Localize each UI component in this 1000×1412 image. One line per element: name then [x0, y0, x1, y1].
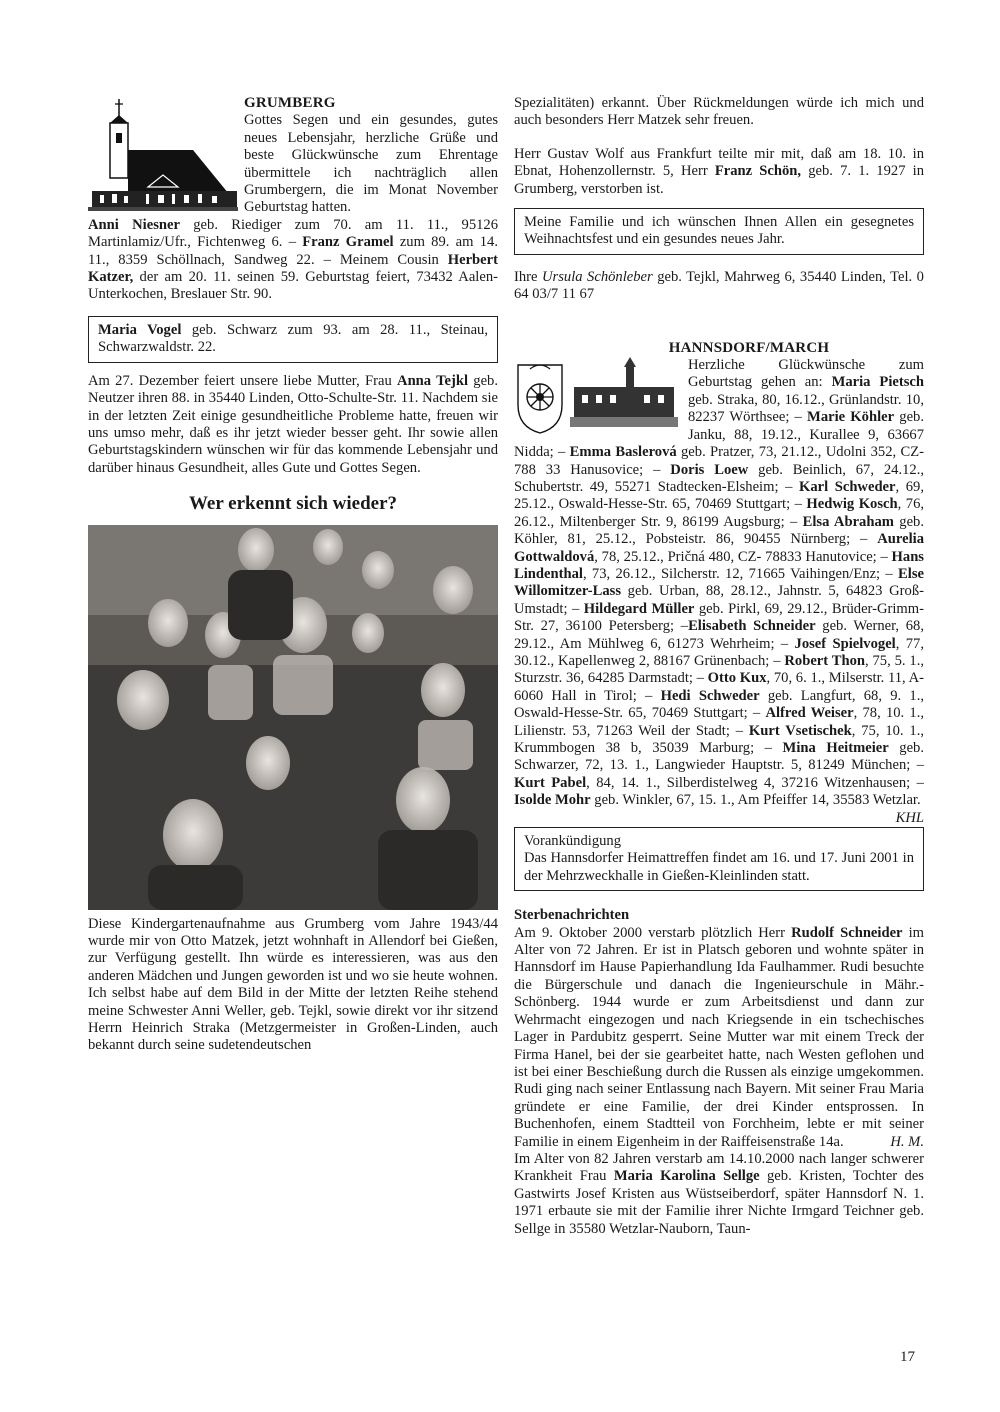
person-name: Marie Köhler [807, 409, 895, 426]
person-name: Josef Spielvogel [794, 635, 896, 652]
obituary-schneider: Am 9. Oktober 2000 verstarb plötzlich Herr Rudolf Schneider im Alter von 72 Jahren. Er ist in Platsch geboren und wohnte später in Hannsdorf im Hause Papierhandlung Ida Faulhammer. Rudi besuchte die Bürgerschule und danach die Ingenieurschule in Mähr.-Schönberg. 1944 wurde er zum Arbeitsdienst und dann zur Wehrmacht eingezogen und nach Kriegsende in ein tschechisches Lager in Pardubitz gesperrt. Seine Mutter war mit einem Treck der Firma Hanel, bei der sie gearbeitet hatte, nach Westen geflohen und ist bei einer Beschießung durch die Russen als einzige umgekommen. Rudi ging nach seiner Entlassung nach Bayern. Mit seiner Frau Maria gründete er eine Familie, der drei Kinder entsprossen. In Buchenhofen, einem Stadtteil von Forchheim, lebte er mit seiner Familie in einem Eigenheim in der Raiffeisenstraße 14a. H. M. [514, 924, 925, 1150]
christmas-greeting-box: Meine Familie und ich wünschen Ihnen Allen ein gesegnetes Weihnachtsfest und ein gesundes neues Jahr. [514, 208, 924, 255]
obituaries-title: Sterbenachrichten [514, 907, 630, 924]
person-name: Otto Kux [707, 670, 767, 687]
person-name: Isolde Mohr [514, 792, 591, 809]
photo-caption: Diese Kindergartenaufnahme aus Grumberg vom Jahre 1943/44 wurde mir von Otto Matzek, jetzt wohnhaft in Allendorf bei Gießen, zur Verfügung gestellt. Ihn würde es interessieren, was aus den anderen Mädchen und Jungen geworden ist und wo sie heute wohnen. Ich selbst habe auf dem Bild in der Mitte der letzten Reihe stehend meine Schwester Anni Weller, geb. Tejkl, sowie direkt vor ihr sitzend Herrn Heinrich Straka (Metzgermeister in Großen-Linden, auch bekannt durch seine sudetendeutschen [88, 915, 498, 1054]
person-name: Hedi Schweder [660, 687, 760, 704]
signature: Ihre Ursula Schönleber geb. Tejkl, Mahrweg 6, 35440 Linden, Tel. 0 64 03/7 11 67 [514, 268, 924, 303]
person-name: Maria Karolina Sellge [613, 1168, 760, 1185]
person-name: Karl Schweder [798, 478, 896, 495]
person-name: Aurelia Gottwaldová [514, 531, 924, 565]
grumberg-intro: Gottes Segen und ein gesundes, gutes neues Lebensjahr, herzliche Grüße und beste Glückwünsche zum Ehrentage übermittele ich nachträglich allen Grumbergern, die im Monat November Geburtstag hatten. [244, 112, 498, 216]
announcement-text: Das Hannsdorfer Heimattreffen findet am 16. und 17. Juni 2001 in der Mehrzweckhalle in Gießen-Kleinlinden statt. [524, 850, 914, 884]
recognition-paragraph: Spezialitäten) erkannt. Über Rückmeldungen würde ich mich und auch besonders Herr Matzek sehr freuen. [514, 95, 924, 129]
person-name: Kurt Pabel [514, 774, 587, 791]
person-name: Maria Pietsch [831, 374, 924, 391]
kindergarten-photo [88, 525, 498, 910]
person-name: Herbert Katzer, [88, 251, 498, 286]
church-illustration [88, 95, 238, 213]
obituary-sellge: Im Alter von 82 Jahren verstarb am 14.10.2000 nach langer schwerer Krankheit Frau Maria Karolina Sellge geb. Kristen, Tochter des Gastwirts Josef Kristen aus Wüstseiberdorf, später Hannsdorf N. 1. 1971 erbaute sie mit der Familie ihrer Nichte Irmgard Teichner geb. Sellge in 35580 Wetzlar-Nauborn, Taun- [514, 1150, 924, 1237]
signature-name: Ursula Schönleber [542, 268, 653, 285]
photo-heading: Wer erkennt sich wieder? [188, 493, 398, 515]
person-name: Elsa Abraham [802, 513, 894, 530]
person-name: Else Willomitzer-Lass [514, 565, 924, 600]
hannsdorf-birthdays: Herzliche Glückwünsche zum Geburtstag gehen an: Maria Pietsch geb. Straka, 80, 16.12., Grünlandstr. 10, 82237 Wörthsee; – Marie Köhler geb. Janku, 88, 19.12., Kurallee 9, 63667 Nidda; – Emma Baslerová geb. Pratzer, 73, 21.12., Udolni 352, CZ-788 33 Hanusovice; – Doris Loew geb. Beinlich, 67, 24.12., Schubertstr. 49, 55271 Stadtecken-Elsheim; – Karl Schweder, 69, 25.12., Oswald-Hesse-Str. 65, 70469 Stuttgart; – Hedwig Kosch, 76, 26.12., Miltenberger Str. 9, 86199 Augsburg; – Elsa Abraham geb. Köhler, 81, 25.12., Pobsteistr. 86, 90455 Nürnberg; – Aurelia Gottwaldová, 78, 25.12., Pričná 480, CZ- 78833 Hanutovice; – Hans Lindenthal, 73, 26.12., Silcherstr. 12, 71665 Vaihingen/Enz; – Else Willomitzer-Lass geb. Urban, 88, 28.12., Jahnstr. 5, 64823 Groß-Umstadt; – Hildegard Müller geb. Pirkl, 69, 29.12., Brüder-Grimm-Str. 27, 36100 Petersberg; –Elisabeth Schneider geb. Werner, 68, 29.12., Am Mühlweg 6, 61273 Wehrheim; – Josef Spielvogel, 77, 30.12., Kapellenweg 2, 88167 Grünenbach; – Robert Thon, 75, 5. 1., Sturzstr. 36, 64285 Darmstadt; – Otto Kux, 70, 6. 1., Milserstr. 11, A-6060 Hall in Tirol; – Hedi Schweder geb. Langfurt, 68, 9. 1., Oswald-Hesse-Str. 65, 70469 Stuttgart; – Alfred Weiser, 78, 10. 1., Lilienstr. 53, 71263 Weil der Stadt; – Kurt Vsetischek, 75, 10. 1., Krummbogen 38 b, 35039 Marburg; – Mina Heitmeier geb. Schwarzer, 72, 13. 1., Langwieder Hauptstr. 5, 81249 München; – Kurt Pabel, 84, 14. 1., Silberdistelweg 4, 37216 Witzenhausen; – Isolde Mohr geb. Winkler, 67, 15. 1., Am Pfeiffer 14, 35583 Wetzlar. KHL [514, 357, 925, 826]
hannsdorf-emblem [514, 357, 682, 435]
person-name: Kurt Vsetischek [748, 722, 852, 739]
person-name: Franz Schön, [714, 163, 802, 180]
kindergarten-photo-drawing [88, 525, 498, 910]
person-name: Anna Tejkl [397, 372, 469, 389]
person-name: Doris Loew [670, 461, 749, 478]
person-name: Franz Gramel [302, 234, 394, 251]
person-name: Rudolf Schneider [791, 924, 903, 941]
person-name: Elisabeth Schneider [688, 618, 816, 635]
person-name: Alfred Weiser [765, 705, 854, 722]
person-name: Anni Niesner [88, 216, 180, 233]
author-initials: KHL [895, 809, 924, 826]
maria-vogel-box: Maria Vogel geb. Schwarz zum 93. am 28. 11., Steinau, Schwarzwaldstr. 22. [88, 316, 498, 363]
person-name: Hildegard Müller [583, 600, 695, 617]
person-name: Hans Lindenthal [514, 548, 924, 582]
person-name: Robert Thon [784, 652, 865, 669]
grumberg-birthdays: Anni Niesner geb. Riediger zum 70. am 11. 11., 95126 Martinlamiz/Ufr., Fichtenweg 6. – Franz Gramel zum 89. am 14. 11., 8359 Schöllnach, Sandweg 22. – Meinem Cousin Herbert Katzer, der am 20. 11. seinen 59. Geburtstag feiert, 73432 Aalen-Unterkochen, Breslauer Str. 90. [88, 216, 499, 303]
page-number: 17 [900, 1349, 915, 1365]
person-name: Hedwig Kosch [806, 496, 898, 513]
right-column [514, 95, 924, 1238]
person-name: Mina Heitmeier [782, 740, 889, 756]
author-initials: H. M. [890, 1133, 924, 1150]
grumberg-title: GRUMBERG [244, 95, 336, 111]
left-column [88, 95, 498, 1055]
person-name: Maria Vogel [98, 321, 182, 338]
franz-schoen-paragraph: Herr Gustav Wolf aus Frankfurt teilte mir mit, daß am 18. 10. in Ebnat, Hohenzollernstr. 5, Herr Franz Schön, geb. 7. 1. 1927 in Grumberg, verstorben ist. [514, 145, 925, 197]
anna-tejkl-paragraph: Am 27. Dezember feiert unsere liebe Mutter, Frau Anna Tejkl geb. Neutzer ihren 88. in 35440 Linden, Otto-Schulte-Str. 11. Nachdem sie in der letzten Zeit einige gesundheitliche Probleme hatte, freuen wir uns umso mehr, daß es ihr jetzt wieder besser geht. Ihr sowie allen Geburtstagskindern wünschen wir für das kommende Lebensjahr und darüber hinaus Gesundheit, alles Gute und Gottes Segen. [88, 372, 499, 476]
hannsdorf-title: HANNSDORF/MARCH [668, 339, 830, 356]
announcement-title: Vorankündigung [524, 833, 622, 850]
announcement-box [514, 827, 924, 891]
person-name: Emma Baslerová [569, 444, 677, 461]
